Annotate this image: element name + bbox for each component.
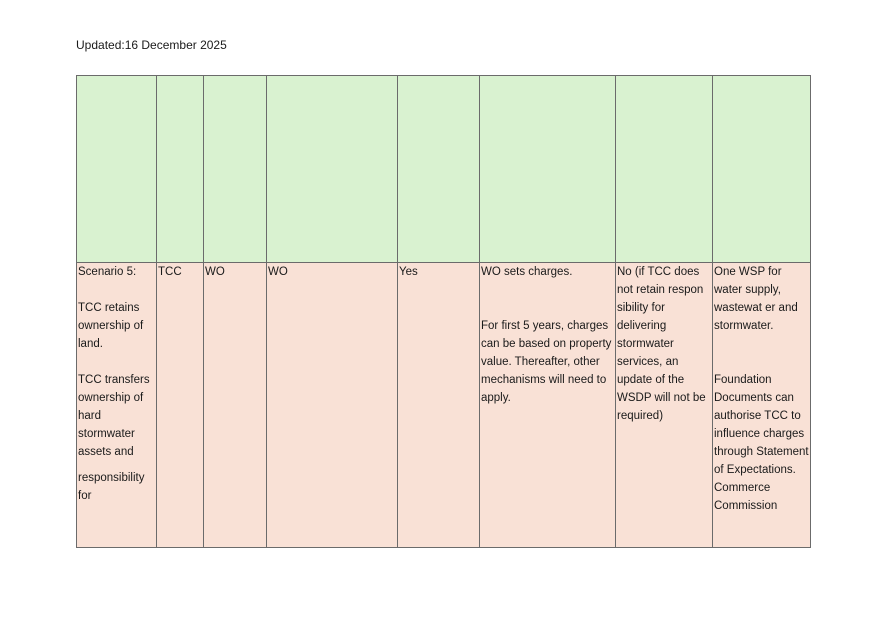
table-row-scenario-5 [77, 263, 811, 548]
yes-cell: Yes [398, 263, 480, 548]
scenario-text-2: TCC transfers ownership of hard stormwater assets and [78, 374, 150, 458]
scenario-text-1: TCC retains ownership of land. [78, 302, 144, 350]
scenario-title: Scenario 5: [78, 266, 137, 278]
updated-date: Updated:16 December 2025 [76, 38, 227, 52]
wsp-text-1: One WSP for water supply, wastewat er and stormwater. [714, 266, 798, 332]
header-cell [398, 76, 480, 263]
wsdp-cell: No (if TCC does not retain respon sibility for delivering stormwater services, an update of the WSDP will not be required) [616, 263, 713, 548]
owner-cell: TCC [157, 263, 204, 548]
table-header-row [77, 76, 811, 263]
scenario-cell [77, 263, 157, 548]
charges-text-1: WO sets charges. [481, 266, 573, 278]
provider-cell: WO [267, 263, 398, 548]
charges-cell [480, 263, 616, 548]
wsp-cell [713, 263, 811, 548]
wsp-text-2: Foundation Documents can authorise TCC to influence charges through Statement of Expectations. Commerce Commission [714, 374, 809, 512]
header-cell [267, 76, 398, 263]
header-cell [77, 76, 157, 263]
header-cell [480, 76, 616, 263]
header-cell [204, 76, 267, 263]
scenario-text-3: responsibility for [78, 472, 145, 502]
header-cell [616, 76, 713, 263]
header-cell [713, 76, 811, 263]
scenario-table [76, 75, 811, 548]
header-cell [157, 76, 204, 263]
operator-cell: WO [204, 263, 267, 548]
charges-text-2: For first 5 years, charges can be based on property value. Thereafter, other mechanisms will need to apply. [481, 320, 612, 404]
